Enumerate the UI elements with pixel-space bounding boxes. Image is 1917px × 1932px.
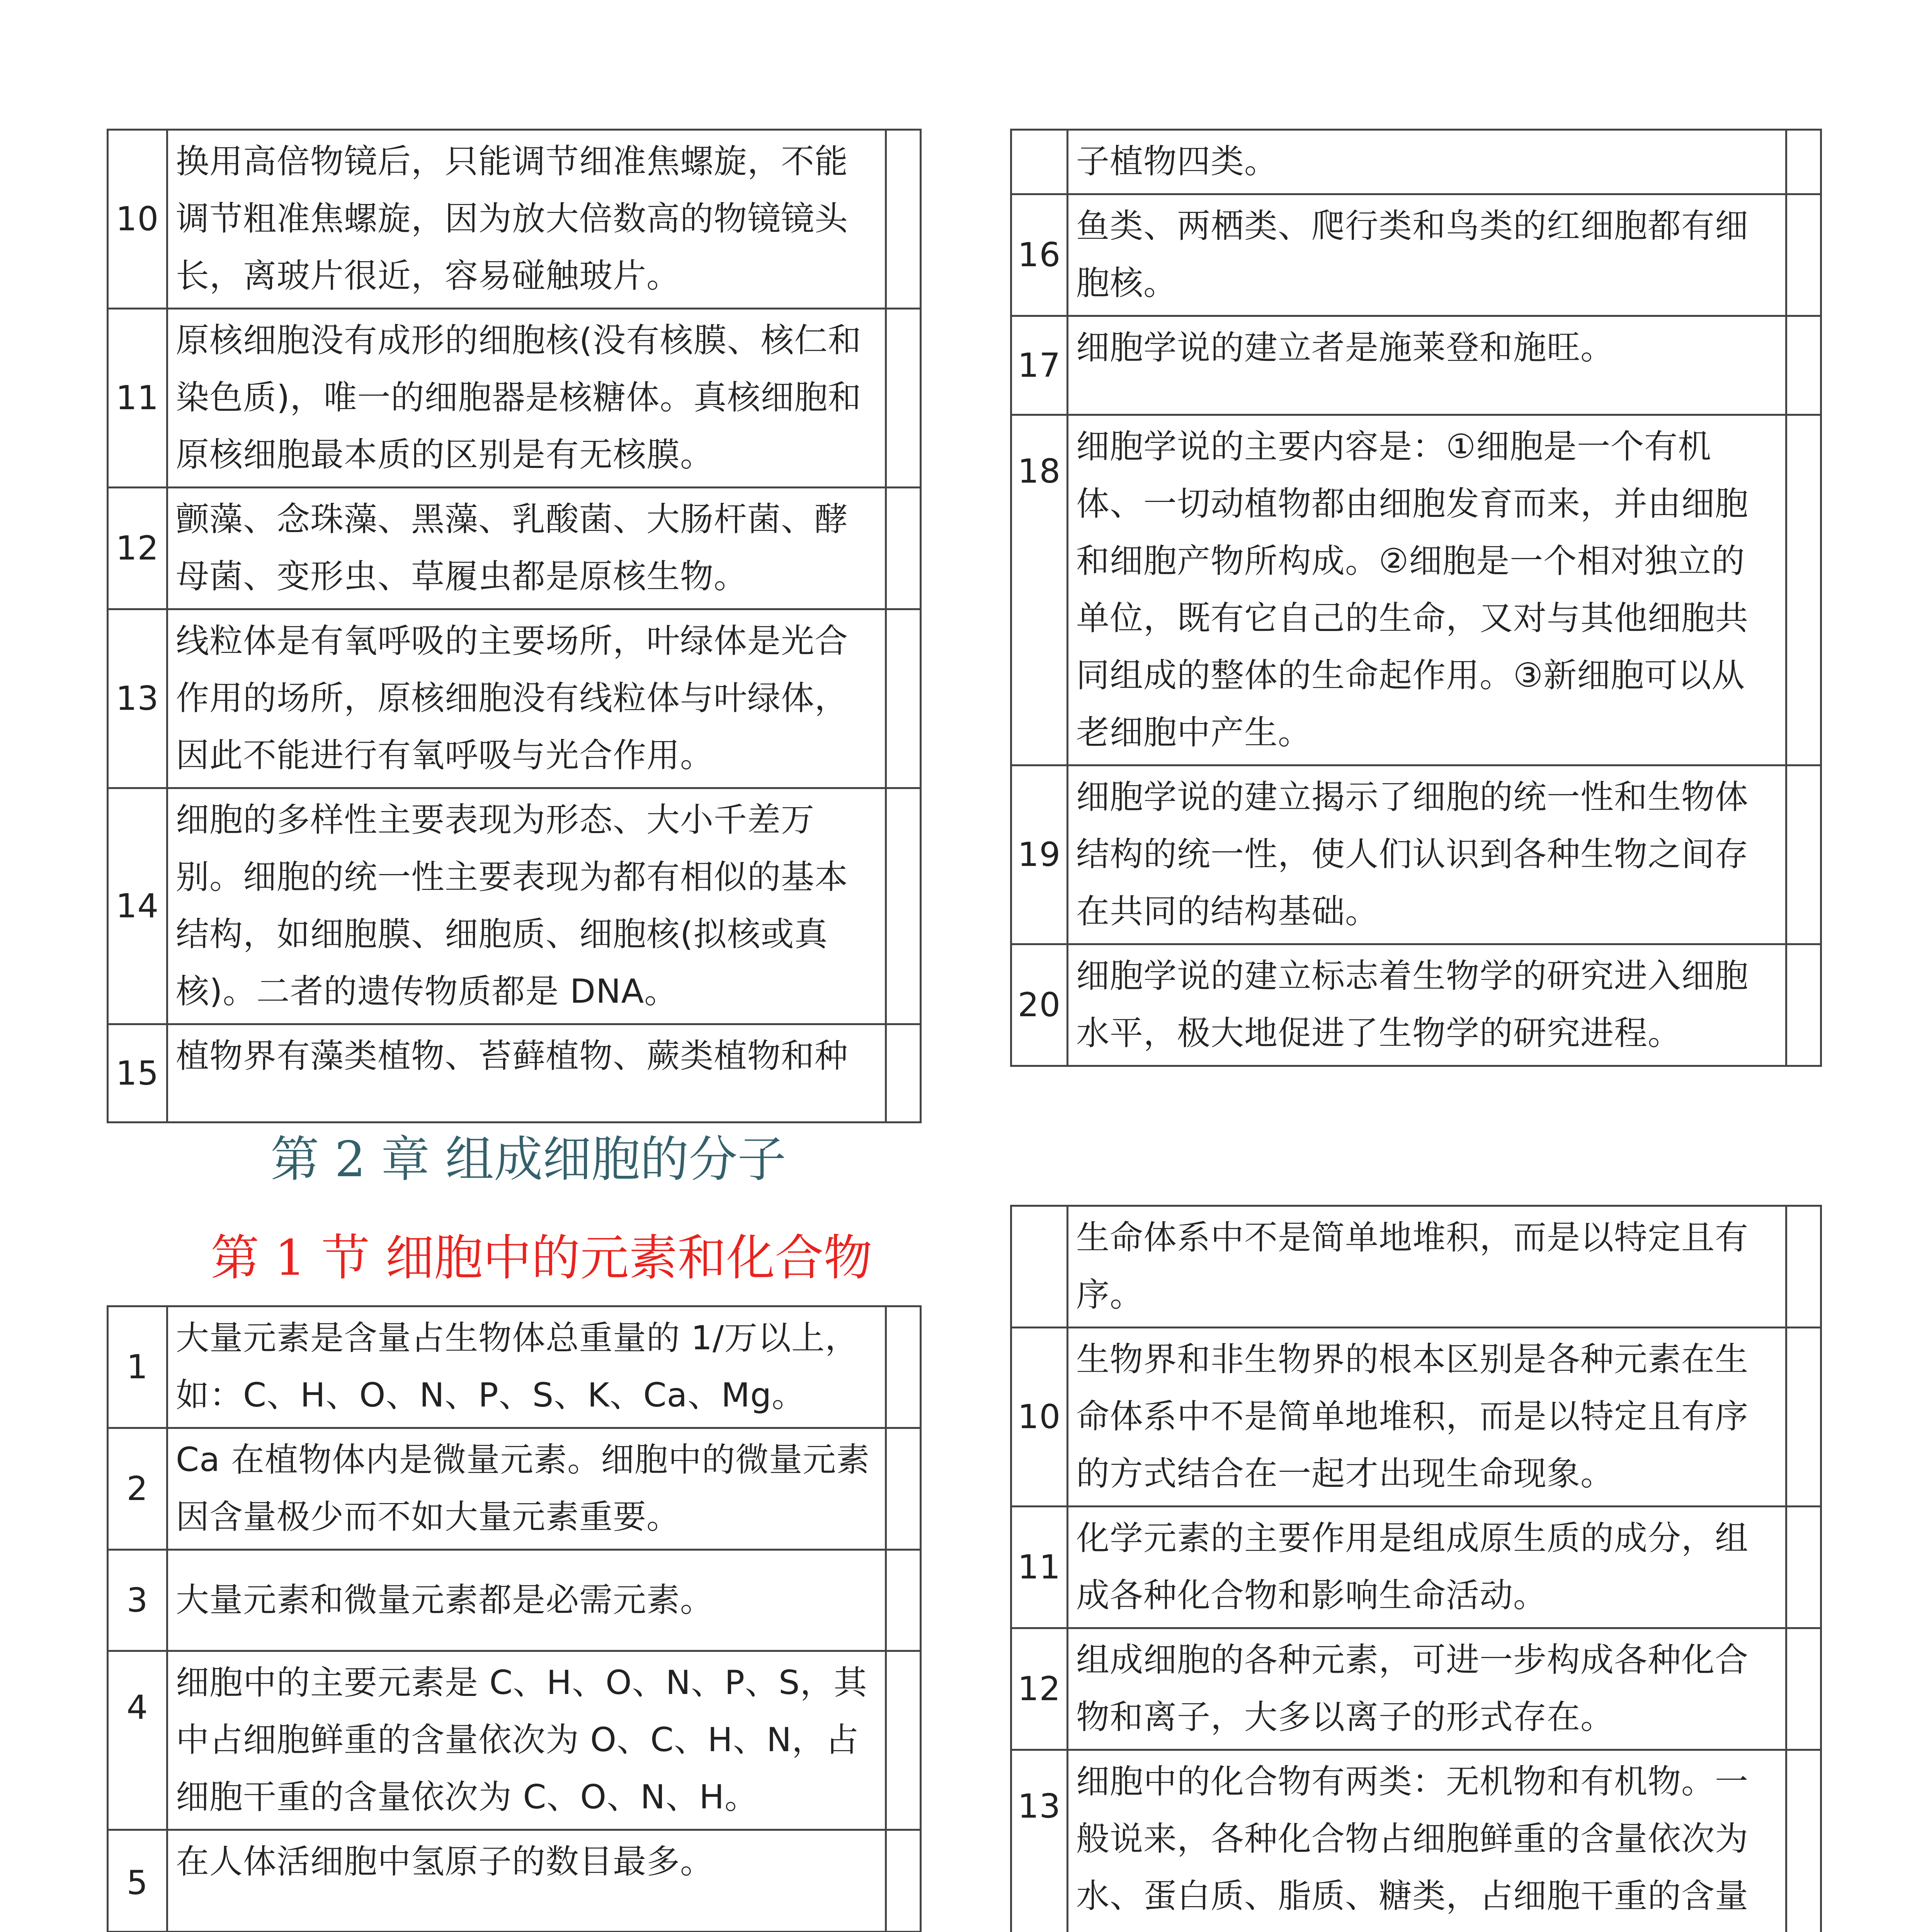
table-row [1011, 1750, 1821, 1932]
table-row [1011, 1628, 1821, 1750]
row-number: 5 [108, 1830, 167, 1932]
right-bottom-table [1010, 1205, 1822, 1932]
table-row [108, 1550, 921, 1651]
blank-cell [886, 130, 921, 309]
row-text: 鱼类、两栖类、爬行类和鸟类的红细胞都有细胞核。 [1068, 194, 1786, 316]
row-text: 化学元素的主要作用是组成原生质的成分，组成各种化合物和影响生命活动。 [1068, 1507, 1786, 1628]
table-row [108, 1428, 921, 1550]
row-number: 12 [108, 488, 167, 609]
row-text: Ca 在植物体内是微量元素。细胞中的微量元素因含量极少而不如大量元素重要。 [167, 1428, 886, 1550]
table-row [108, 488, 921, 609]
chapter-title: 第 2 章 组成细胞的分子 [270, 1131, 786, 1188]
row-text: 细胞中的化合物有两类：无机物和有机物。一般说来，各种化合物占细胞鲜重的含量依次为水、蛋白质、脂质、糖类，占细胞干重的含量 [1068, 1750, 1786, 1932]
blank-cell [1786, 1328, 1821, 1507]
blank-cell [886, 1651, 921, 1830]
blank-cell [1786, 1206, 1821, 1328]
row-number: 16 [1011, 194, 1068, 316]
row-text: 换用高倍物镜后，只能调节细准焦螺旋，不能调节粗准焦螺旋，因为放大倍数高的物镜镜头长，离玻片很近，容易碰触玻片。 [167, 130, 886, 309]
blank-cell [1786, 765, 1821, 944]
row-number: 12 [1011, 1628, 1068, 1750]
blank-cell [1786, 415, 1821, 765]
blank-cell [886, 309, 921, 488]
blank-cell [886, 609, 921, 788]
row-number: 14 [108, 788, 167, 1024]
row-number: 1 [108, 1306, 167, 1428]
row-text: 线粒体是有氧呼吸的主要场所，叶绿体是光合作用的场所，原核细胞没有线粒体与叶绿体，因此不能进行有氧呼吸与光合作用。 [167, 609, 886, 788]
row-text: 子植物四类。 [1068, 130, 1786, 194]
row-number: 13 [108, 609, 167, 788]
row-text: 细胞中的主要元素是 C、H、O、N、P、S，其中占细胞鲜重的含量依次为 O、C、H、N，占细胞干重的含量依次为 C、O、N、H。 [167, 1651, 886, 1830]
left-top-table [107, 129, 922, 1123]
row-text: 细胞学说的建立揭示了细胞的统一性和生物体结构的统一性，使人们认识到各种生物之间存在共同的结构基础。 [1068, 765, 1786, 944]
row-text: 植物界有藻类植物、苔藓植物、蕨类植物和种 [167, 1024, 886, 1122]
blank-cell [1786, 944, 1821, 1066]
row-number: 11 [1011, 1507, 1068, 1628]
row-number: 2 [108, 1428, 167, 1550]
section-title: 第 1 节 细胞中的元素和化合物 [211, 1230, 873, 1286]
table-row [1011, 415, 1821, 765]
row-number: 13 [1011, 1750, 1068, 1932]
row-number: 4 [108, 1651, 167, 1830]
left-bottom-table [107, 1305, 922, 1932]
row-text: 组成细胞的各种元素，可进一步构成各种化合物和离子，大多以离子的形式存在。 [1068, 1628, 1786, 1750]
blank-cell [886, 1830, 921, 1932]
table-row [1011, 765, 1821, 944]
table-row [1011, 1206, 1821, 1328]
table-row [1011, 130, 1821, 194]
table-row [108, 1651, 921, 1830]
blank-cell [1786, 194, 1821, 316]
row-number: 10 [108, 130, 167, 309]
right-top-table [1010, 129, 1822, 1067]
blank-cell [886, 488, 921, 609]
row-number: 10 [1011, 1328, 1068, 1507]
table-row [108, 609, 921, 788]
table-row [1011, 316, 1821, 415]
table-row [1011, 194, 1821, 316]
row-text: 原核细胞没有成形的细胞核(没有核膜、核仁和染色质)，唯一的细胞器是核糖体。真核细胞和原核细胞最本质的区别是有无核膜。 [167, 309, 886, 488]
row-number: 19 [1011, 765, 1068, 944]
row-text: 细胞学说的建立标志着生物学的研究进入细胞水平，极大地促进了生物学的研究进程。 [1068, 944, 1786, 1066]
table-row [1011, 944, 1821, 1066]
row-text: 细胞学说的建立者是施莱登和施旺。 [1068, 316, 1786, 415]
blank-cell [1786, 1507, 1821, 1628]
table-row [1011, 1507, 1821, 1628]
row-number: 17 [1011, 316, 1068, 415]
blank-cell [886, 1550, 921, 1651]
row-text: 大量元素和微量元素都是必需元素。 [167, 1550, 886, 1651]
row-text: 大量元素是含量占生物体总重量的 1/万以上，如：C、H、O、N、P、S、K、Ca、Mg。 [167, 1306, 886, 1428]
row-number: 3 [108, 1550, 167, 1651]
row-text: 颤藻、念珠藻、黑藻、乳酸菌、大肠杆菌、酵母菌、变形虫、草履虫都是原核生物。 [167, 488, 886, 609]
row-number: 18 [1011, 415, 1068, 765]
row-number [1011, 1206, 1068, 1328]
row-number: 20 [1011, 944, 1068, 1066]
table-row [1011, 1328, 1821, 1507]
table-row [108, 1024, 921, 1122]
table-row [108, 130, 921, 309]
table-row [108, 788, 921, 1024]
blank-cell [886, 788, 921, 1024]
row-text: 在人体活细胞中氢原子的数目最多。 [167, 1830, 886, 1932]
blank-cell [1786, 130, 1821, 194]
blank-cell [886, 1428, 921, 1550]
blank-cell [886, 1024, 921, 1122]
blank-cell [1786, 316, 1821, 415]
row-text: 细胞的多样性主要表现为形态、大小千差万别。细胞的统一性主要表现为都有相似的基本结构，如细胞膜、细胞质、细胞核(拟核或真核)。二者的遗传物质都是 DNA。 [167, 788, 886, 1024]
blank-cell [886, 1306, 921, 1428]
row-text: 生命体系中不是简单地堆积，而是以特定且有序。 [1068, 1206, 1786, 1328]
table-row [108, 309, 921, 488]
blank-cell [1786, 1750, 1821, 1932]
table-row [108, 1830, 921, 1932]
blank-cell [1786, 1628, 1821, 1750]
row-text: 细胞学说的主要内容是：①细胞是一个有机体、一切动植物都由细胞发育而来，并由细胞和细胞产物所构成。②细胞是一个相对独立的单位，既有它自己的生命，又对与其他细胞共同组成的整体的生命起作用。③新细胞可以从老细胞中产生。 [1068, 415, 1786, 765]
row-number: 15 [108, 1024, 167, 1122]
row-number: 11 [108, 309, 167, 488]
row-text: 生物界和非生物界的根本区别是各种元素在生命体系中不是简单地堆积，而是以特定且有序的方式结合在一起才出现生命现象。 [1068, 1328, 1786, 1507]
row-number [1011, 130, 1068, 194]
table-row [108, 1306, 921, 1428]
